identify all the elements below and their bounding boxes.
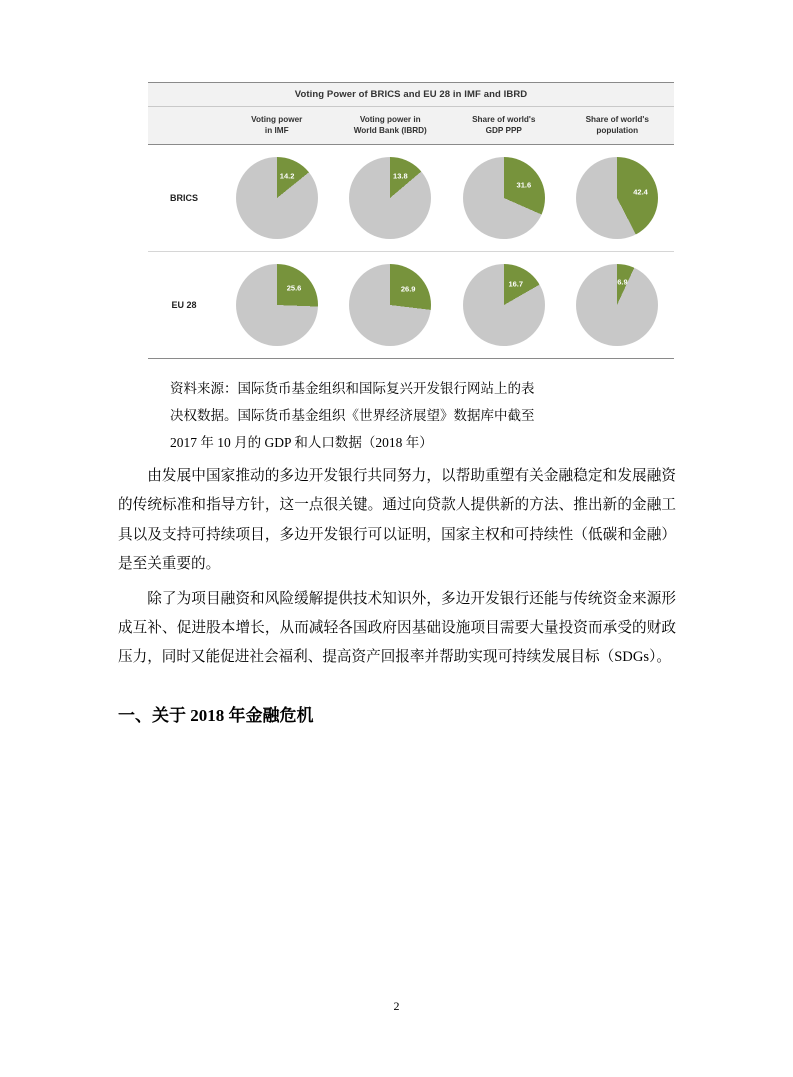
- column-header-imf: [220, 107, 334, 144]
- column-header-gdp-line1: Share of world's: [472, 115, 536, 124]
- pie-cell-eu28-gdp: [447, 252, 561, 358]
- column-header-ibrd-line1: Voting power in: [359, 115, 421, 124]
- column-header-gdp: [447, 107, 561, 144]
- pie-brics-population: [576, 157, 658, 239]
- pie-cell-eu28-imf: [220, 252, 334, 358]
- pie-label-brics-ibrd: 13.8: [393, 171, 408, 181]
- figure-column-headers: [148, 107, 674, 145]
- row-label-brics: BRICS: [169, 193, 198, 204]
- pie-eu28-imf: [236, 264, 318, 346]
- pie-label-eu28-imf: 25.6: [286, 283, 302, 293]
- row-label-eu28: EU 28: [171, 300, 197, 311]
- pie-eu28-gdp: [463, 264, 545, 346]
- pie-label-eu28-gdp: 16.7: [508, 279, 524, 289]
- pie-cell-brics-gdp: [447, 145, 561, 251]
- column-header-population: [561, 107, 675, 144]
- pie-eu28-population: [576, 264, 658, 346]
- pie-eu28-ibrd: [349, 264, 431, 346]
- column-header-population-line1: Share of world's: [585, 115, 649, 124]
- pie-label-eu28-ibrd: 26.9: [400, 284, 416, 294]
- pie-cell-eu28-ibrd: [334, 252, 448, 358]
- body-paragraph-1: 由发展中国家推动的多边开发银行共同努力，以帮助重塑有关金融稳定和发展融资的传统标准和指导方针，这一点很关键。通过向贷款人提供新的方法、推出新的金融工具以及支持可持续项目，多边开发银行可以证明，国家主权和可持续性（低碳和金融）是至关重要的。: [118, 468, 676, 572]
- pie-label-brics-population: 42.4: [633, 187, 648, 197]
- column-header-ibrd-line2: World Bank (IBRD): [353, 126, 427, 136]
- column-header-population-line2: population: [596, 126, 639, 136]
- figure-row-eu28: [148, 252, 674, 358]
- figure-title: Voting Power of BRICS and EU 28 in IMF and IBRD: [148, 83, 674, 107]
- column-header-imf-line1: Voting power: [251, 115, 303, 124]
- figure-corner-cell: [148, 107, 220, 144]
- column-header-gdp-line2: GDP PPP: [485, 126, 522, 136]
- column-header-ibrd: [334, 107, 448, 144]
- figure-caption-line-2: 决权数据。国际货币基金组织《世界经济展望》数据库中截至: [170, 408, 535, 424]
- figure-row-brics: [148, 145, 674, 252]
- pie-brics-gdp: [463, 157, 545, 239]
- pie-brics-ibrd: [349, 157, 431, 239]
- section-heading: 一、关于 2018 年金融危机: [118, 706, 314, 726]
- pie-label-brics-imf: 14.2: [279, 171, 295, 181]
- figure-caption-line-3: 2017 年 10 月的 GDP 和人口数据（2018 年）: [170, 435, 433, 451]
- pie-cell-brics-imf: [220, 145, 334, 251]
- pie-label-eu28-population: 6.9: [617, 277, 628, 287]
- column-header-imf-line2: in IMF: [264, 126, 289, 136]
- pie-cell-brics-population: [561, 145, 675, 251]
- pie-brics-imf: [236, 157, 318, 239]
- figure-caption-line-1: 资料来源：国际货币基金组织和国际复兴开发银行网站上的表: [170, 381, 535, 397]
- pie-cell-eu28-population: [561, 252, 675, 358]
- page-content: [118, 60, 676, 730]
- pie-label-brics-gdp: 31.6: [516, 180, 532, 190]
- pie-cell-brics-ibrd: [334, 145, 448, 251]
- figure-voting-power: [148, 82, 674, 359]
- page-number: 2: [393, 999, 400, 1013]
- body-paragraph-2: 除了为项目融资和风险缓解提供技术知识外，多边开发银行还能与传统资金来源形成互补、促进股本增长，从而减轻各国政府因基础设施项目需要大量投资而承受的财政压力，同时又能促进社会福利、提高资产回报率并帮助实现可持续发展目标（SDGs）。: [118, 590, 676, 666]
- figure-caption: [170, 375, 640, 456]
